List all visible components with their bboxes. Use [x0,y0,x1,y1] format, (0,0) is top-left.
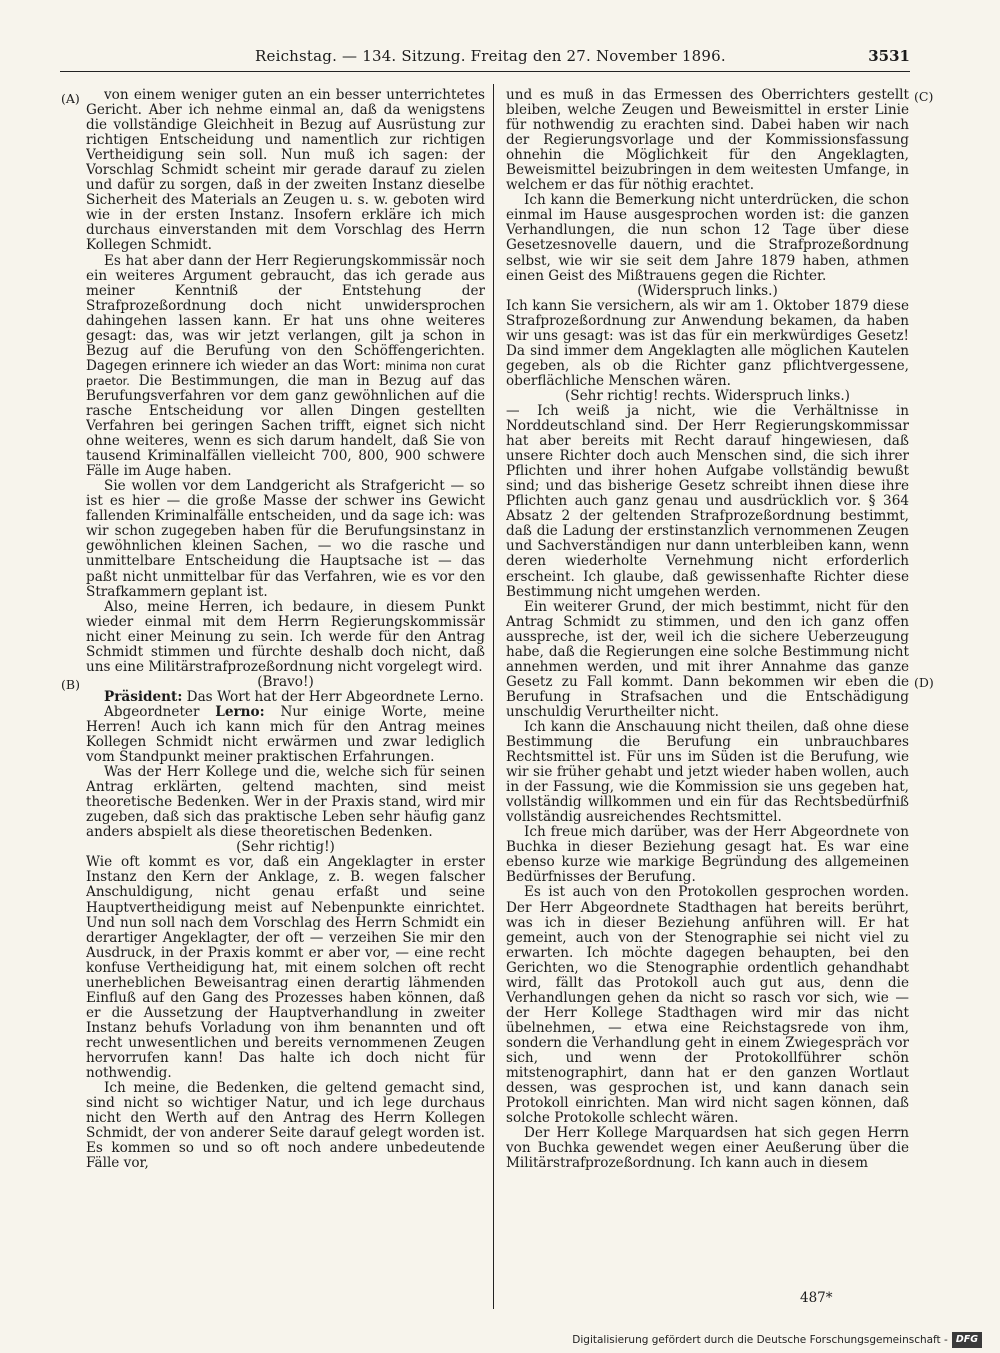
paragraph-text: Wie oft kommt es vor, daß ein Angeklagter in erster Instanz den Kern der Anklage, z. B. wegen falscher Anschuldigung, nicht genau erfaßt und seine Hauptvertheidigung meist auf Nebenpunkte einrichtet. Und nun soll nach dem Vorschlag des Herrn Schmidt ein derartiger Angeklagter, der oft — verzeihen Sie mir den Ausdruck, in der Praxis kommt er aber vor, — eine recht konfuse Vertheidigung hat, mit einem solchen oft recht unerheblichen Beweisantrag einen derartig lähmenden Einfluß auf den Gang des Prozesses haben können, daß er die Aussetzung der Hauptverhandlung in zweiter Instanz behufs Vorladung von ihm benannten und oft recht unwesentlichen und bereits vernommenen Zeugen hervorrufen kann! Das halte ich doch nicht für nothwendig. [86,854,485,1082]
paragraph-text: Ich freue mich darüber, was der Herr Abgeordnete von Buchka in dieser Beziehung gesagt hat. Es war eine ebenso kurze wie markige Begründung des allgemeinen Bedürfnisses der Berufung. [506,824,909,886]
paragraph [86,765,485,840]
paragraph-text: von einem weniger guten an ein besser unterrichtetes Gericht. Aber ich nehme einmal an, daß da wenigstens die vollständige Gleichheit in Bezug auf Ausrüstung zur richtigen Entscheidung und namentlich zur richtigen Vertheidigung sein soll. Nun muß ich sagen: der Vorschlag Schmidt scheint mir gerade darauf zu zielen und dafür zu sorgen, daß in der zweiten Instanz dieselbe Sicherheit des Materials an Zeugen u. s. w. geboten wird wie in der ersten Instanz. Insofern erkläre ich mich durchaus einverstanden mit dem Vorschlag des Herrn Kollegen Schmidt. [86,88,485,254]
paragraph [86,600,485,675]
margin-marker-c: (C) [914,89,934,104]
footer-credit [572,1332,982,1348]
page-number: 3531 [868,47,910,65]
paragraph-text: Es hat aber dann der Herr Regierungskommissär noch ein weiteres Argument gebraucht, das ich gerade aus meiner Kenntniß der Entstehung der Strafprozeßordnung doch nicht unwidersprochen dahingehen lassen kann. Er hat uns ohne weiteres gesagt: das, was wir jetzt verlangen, gilt ja schon in Bezug auf die Berufung von den Schöffengerichten. Dagegen erinnere ich wieder an das Wort: [86,252,485,374]
interjection: (Sehr richtig!) [236,839,335,856]
paragraph [506,720,909,825]
margin-marker-a: (A) [61,91,80,106]
running-header [255,46,910,68]
paragraph-text: Ich meine, die Bedenken, die geltend gemacht sind, sind nicht so wichtiger Natur, und ich lege durchaus nicht den Werth auf den Antrag des Herrn Kollegen Schmidt, der von anderer Seite darauf gelegt worden ist. Es kommen so und so oft noch andere unbedeutende Fälle vor, [86,1080,485,1172]
paragraph-text: Das Wort hat der Herr Abgeordnete Lerno. [186,688,484,705]
interjection: (Bravo!) [257,673,314,690]
paragraph-text: Es ist auch von den Protokollen gesprochen worden. Der Herr Abgeordnete Stadthagen hat bereits berührt, was ich in dieser Beziehung anführen will. Er hat gemeint, auch von der Stenographie sei nicht viel zu erwarten. Ich möchte dagegen behaupten, bei den Gerichten, wo die Stenographie ordentlich gehandhabt wird, fällt das Protokoll auch gut aus, denn die Verhandlungen gehen da nicht so rasch vor sich, wie — der Herr Kollege Stadthagen wird mir das nicht übelnehmen, — etwa eine Reichstagsrede von ihm, sondern die Verhandlung geht in einem Zwiegespräch vor sich, und wenn der Protokollführer schön mitstenographirt, dann hat er den ganzen Wortlaut dessen, was gesprochen ist, und kann danach sein Protokoll einrichten. Man wird nicht sagen können, daß solche Protokolle schlecht wären. [506,884,909,1127]
paragraph-text: und es muß in das Ermessen des Oberrichters gestellt bleiben, welche Zeugen und Beweismittel in erster Linie für nothwendig zu erachten sind. Dabei haben wir nach der Regierungsvorlage und der Kommissionsfassung ohnehin die Möglichkeit für den Angeklagten, Beweismittel beizubringen in dem weitesten Umfange, in welchem er das für nöthig erachtet. [506,88,909,194]
paragraph [506,193,909,283]
paragraph-text: — Ich weiß ja nicht, wie die Verhältnisse in Norddeutschland sind. Der Herr Regierungskommissar hat aber bereits mit Recht darauf hingewiesen, daß unsere Richter doch auch Menschen sind, die sich ihrer Pflichten und ihrer hohen Aufgabe vollständig bewußt sind; und das bisherige Gesetz schreibt ihnen diese ihre Pflichten auch ganz genau und ausdrücklich vor. § 364 Absatz 2 der geltenden Strafprozeßordnung bestimmt, daß die Ladung der erstinstanzlich vernommenen Zeugen und Sachverständigen nur dann unterbleiben kann, wenn deren wiederholte Vernehmung nicht erforderlich erscheint. Ich glaube, daß gewissenhafte Richter diese Bestimmung nicht umgehen werden. [506,402,909,600]
latin-quote: minima non curat praetor. [86,359,485,388]
paragraph-text: Ich kann die Bemerkung nicht unterdrücken, die schon einmal im Hause ausgesprochen worden ist: die ganzen Verhandlungen, die nun schon 12 Tage über diese Gesetzesnovelle dauern, und die Strafprozeßordnung selbst, wie wir sie seit dem Jahre 1879 haben, athmen einen Geist des Mißtrauens gegen die Richter. [506,192,909,284]
paragraph [86,479,485,599]
paragraph [86,690,485,705]
speaker-name: Lerno: [215,703,265,720]
paragraph [506,1126,909,1171]
paragraph [506,299,909,389]
paragraph-text: Die Bestimmungen, die man in Bezug auf das Berufungsverfahren vor dem ganz gewöhnlichen auf die rasche Entscheidung vor allen Dingen gestellten Verfahren bei geringen Sachen trifft, eignet sich nicht ohne weiteres, wenn es sich darum handelt, daß Sie von tausend Kriminalfällen vielleicht 700, 800, 900 schwere Fälle im Auge haben. [86,372,485,480]
paragraph [86,1081,485,1171]
running-title: Reichstag. — 134. Sitzung. Freitag den 27. November 1896. [255,47,726,65]
interjection: (Sehr richtig! rechts. Widerspruch links.) [565,387,850,404]
paragraph-text: Was der Herr Kollege und die, welche sich für seinen Antrag erklärten, geltend machten, sind meist theoretische Bedenken. Wer in der Praxis stand, wird mir zugeben, daß sich das praktische Leben sehr häufig ganz anders abspielt als diese theoretischen Bedenken. [86,764,485,841]
paragraph-text: Ein weiterer Grund, der mich bestimmt, nicht für den Antrag Schmidt zu stimmen, und den ich ganz offen ausspreche, ist der, weil ich die sichere Ueberzeugung habe, daß die Regierungen eine solche Bestimmung nicht annehmen werden, und mit ihrer Annahme das ganze Gesetz zu Fall kommt. Dann bekommen wir eben die Berufung in Strafsachen und die Entschädigung unschuldig Verurtheilter nicht. [506,598,909,720]
paragraph-text: Also, meine Herren, ich bedaure, in diesem Punkt wieder einmal mit dem Herrn Regierungskommissär nicht einer Meinung zu sein. Ich werde für den Antrag Schmidt stimmen und fürchte deshalb doch nicht, daß uns eine Militärstrafprozeßordnung nicht vorgelegt wird. [86,598,485,675]
paragraph [86,705,485,765]
paragraph-text: Nur einige Worte, meine Herren! Auch ich kann mich für den Antrag meines Kollegen Schmidt nicht erwärmen und zwar lediglich vom Standpunkt meiner praktischen Erfahrungen. [86,703,485,766]
paragraph-text: Ich kann die Anschauung nicht theilen, daß ohne diese Bestimmung die Berufung ein unbrauchbares Rechtsmittel ist. Für uns im Süden ist die Berufung, wie wir sie früher gehabt und jetzt wieder haben wollen, auch in der Fassung, wie die Kommission sie uns gegeben hat, vollständig willkommen und ein für das Rechtsbedürfniß vollständig ausreichendes Rechtsmittel. [506,718,909,826]
paragraph [506,825,909,885]
paragraph [506,600,909,720]
paragraph [506,88,909,193]
margin-marker-b: (B) [61,677,80,692]
left-text-column [86,88,485,1314]
sheet-number: 487* [800,1290,833,1306]
right-text-column [506,88,909,1310]
paragraph [506,885,909,1126]
column-divider [493,84,494,1309]
paragraph-text: Ich kann Sie versichern, als wir am 1. Oktober 1879 diese Strafprozeßordnung zur Anwendung bekamen, da haben wir uns gesagt: was ist das für ein merkwürdiges Gesetz! Da sind immer dem Angeklagten alle möglichen Kautelen gegeben, als ob die Richter ganz pflichtvergessene, oberflächliche Menschen wären. [506,297,909,389]
paragraph [86,88,485,254]
interjection: (Widerspruch links.) [637,282,778,299]
header-rule [60,71,910,72]
margin-marker-d: (D) [914,675,934,690]
footer-text: Digitalisierung gefördert durch die Deutsche Forschungsgemeinschaft - [572,1334,948,1346]
dfg-logo: DFG [952,1332,982,1348]
paragraph [86,855,485,1081]
paragraph-text: Der Herr Kollege Marquardsen hat sich gegen Herrn von Buchka gewendet wegen einer Aeußerung über die Militärstrafprozeßordnung. Ich kann auch in diesem [506,1125,909,1172]
speaker-name: Präsident: [104,688,183,705]
paragraph-text: Sie wollen vor dem Landgericht als Strafgericht — so ist es hier — die große Masse der schwer ins Gewicht fallenden Kriminalfälle entscheiden, und da sage ich: was wir schon zugegeben haben für die Berufungsinstanz in gewöhnlichen kleinen Sachen, — wo die rasche und unmittelbare Entscheidung die Hauptsache ist — das paßt nicht unmittelbar für das Verfahren, wie es vor den Strafkammern geplant ist. [86,478,485,600]
paragraph [86,254,485,480]
speaker-title: Abgeordneter [104,703,200,720]
paragraph [506,404,909,600]
